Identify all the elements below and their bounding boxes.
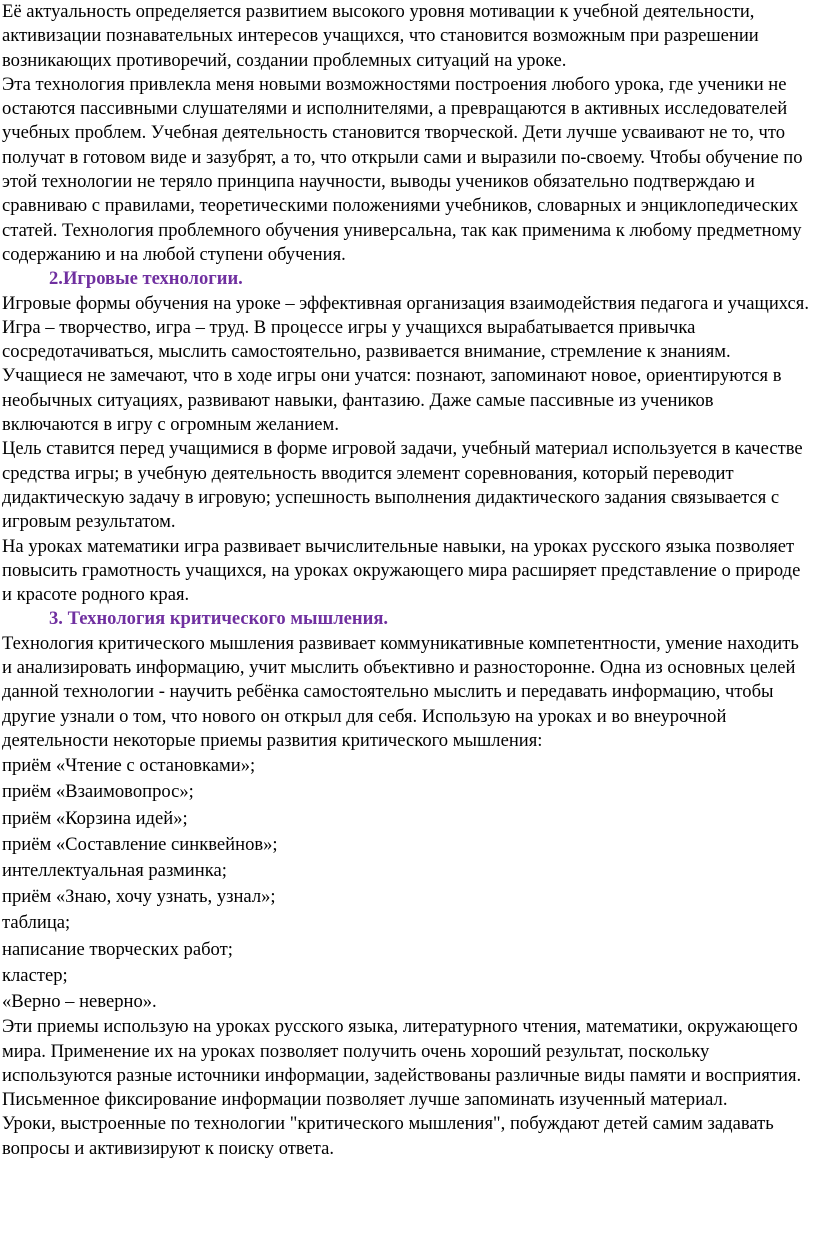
heading-critical-thinking: 3. Технология критического мышления. [49, 608, 389, 630]
list-item: таблица; [2, 912, 71, 934]
heading-game-technologies: 2.Игровые технологии. [49, 268, 243, 290]
paragraph-techniques-usage: Эти приемы использую на уроках русского языка, литературного чтения, математики, окружающего мира. Применение их на уроках позволяет получить очень хороший результат, поскольку используются разные источники информации, задействованы различные виды памяти и восприятия. Письменное фиксирование информации позволяет лучше запоминать изученный материал. [2, 1016, 802, 1111]
list-item: приём «Знаю, хочу узнать, узнал»; [2, 886, 276, 908]
list-item: приём «Чтение с остановками»; [2, 755, 256, 777]
paragraph-game-forms: Игровые формы обучения на уроке – эффективная организация взаимодействия педагога и учащихся. Игра – творчество, игра – труд. В процессе игры у учащихся вырабатывается привычка сосредотачиваться, мыслить самостоятельно, развивается внимание, стремление к знаниям. Учащиеся не замечают, что в ходе игры они учатся: познают, запоминают новое, ориентируются в необычных ситуациях, развивают навыки, фантазию. Даже самые пассивные из учеников включаются в игру с огромным желанием. [2, 292, 810, 436]
paragraph-game-goal: Цель ставится перед учащимися в форме игровой задачи, учебный материал используется в качестве средства игры; в учебную деятельность вводится элемент соревнования, который переводит дидактическую задачу в игровую; успешность выполнения дидактического задания связывается с игровым результатом. [2, 438, 803, 533]
paragraph-critical-thinking: Технология критического мышления развивает коммуникативные компетентности, умение находить и анализировать информацию, учит мыслить объективно и разносторонне. Одна из основных целей данной технологии - научить ребёнка самостоятельно мыслить и передавать информацию, чтобы другие узнали о том, что нового он открыл для себя. Использую на уроках и во внеурочной деятельности некоторые приемы развития критического мышления: [2, 632, 799, 751]
paragraph-problem-learning: Эта технология привлекла меня новыми возможностями построения любого урока, где ученики не остаются пассивными слушателями и исполнителями, а превращаются в активных исследователей учебных проблем. Учебная деятельность становится творческой. Дети лучше усваивают не то, что получат в готовом виде и зазубрят, а то, что открыли сами и выразили по-своему. Чтобы обучение по этой технологии не теряло принципа научности, выводы учеников обязательно подтверждаю и сравниваю с правилами, теоретическими положениями учебников, словарных и энциклопедических статей. Технология проблемного обучения универсальна, так как применима к любому предметному содержанию и на любой ступени обучения. [2, 73, 803, 265]
list-item: кластер; [2, 964, 68, 986]
list-item: приём «Корзина идей»; [2, 807, 188, 829]
list-item: приём «Составление синквейнов»; [2, 833, 278, 855]
techniques-list [2, 753, 812, 1015]
list-item: приём «Взаимовопрос»; [2, 781, 194, 803]
list-item: интеллектуальная разминка; [2, 860, 227, 882]
paragraph-game-lessons: На уроках математики игра развивает вычислительные навыки, на уроках русского языка позволяет повысить грамотность учащихся, на уроках окружающего мира расширяет представление о природе и красоте родного края. [2, 535, 801, 606]
list-item: «Верно – неверно». [2, 991, 157, 1013]
paragraph-lessons-summary: Уроки, выстроенные по технологии "критического мышления", побуждают детей самим задавать вопросы и активизируют к поиску ответа. [2, 1113, 774, 1159]
paragraph-relevance: Её актуальность определяется развитием высокого уровня мотивации к учебной деятельности, активизации познавательных интересов учащихся, что становится возможным при разрешении возникающих противоречий, создании проблемных ситуаций на уроке. [2, 1, 759, 71]
list-item: написание творческих работ; [2, 938, 233, 960]
